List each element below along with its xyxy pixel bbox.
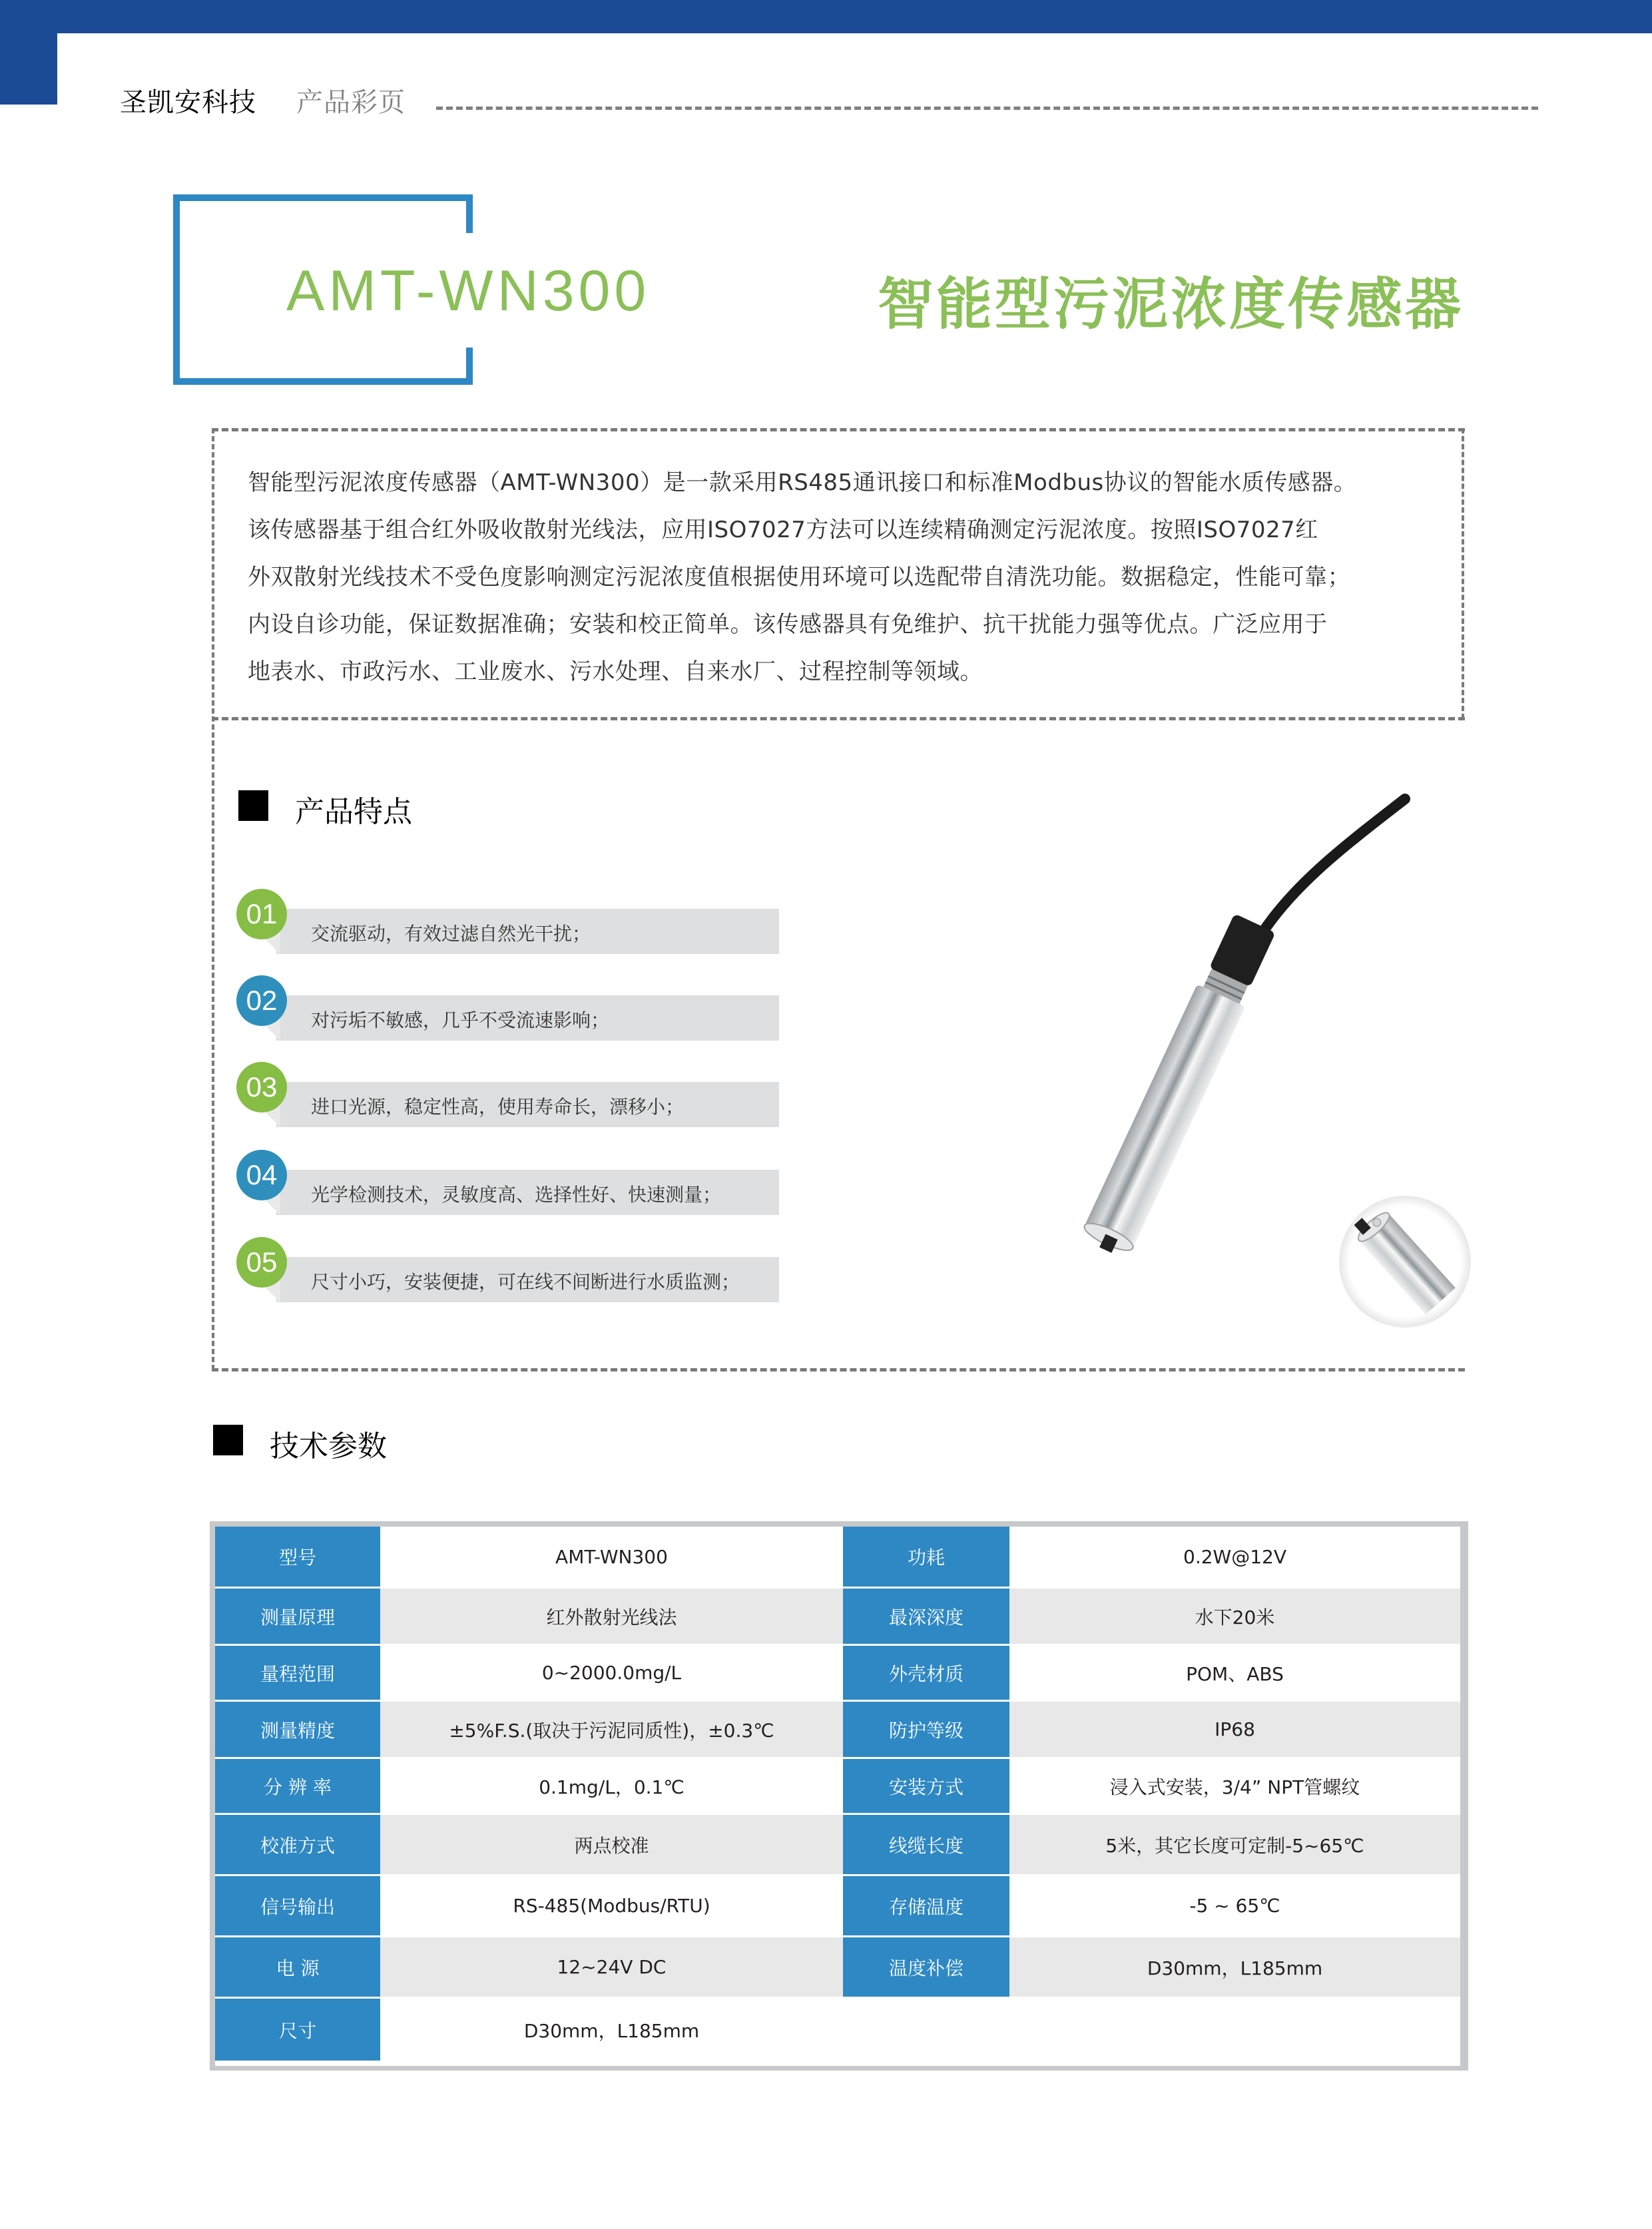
feature-item: [236, 889, 779, 975]
features-bottom-border: [212, 1368, 1465, 1371]
table-row: [215, 1813, 1460, 1874]
specs-heading: 技术参数: [270, 1429, 387, 1463]
feature-text: 对污垢不敏感，几乎不受流速影响；: [311, 1009, 610, 1031]
intro-box-bottom-border: [212, 717, 1465, 720]
table-row: [215, 1757, 1460, 1813]
feature-text: 交流驱动，有效过滤自然光干扰；: [311, 923, 591, 945]
brand-name: 圣凯安科技: [120, 87, 256, 118]
table-row: [215, 1700, 1460, 1757]
table-row: [215, 1587, 1460, 1644]
table-row: [215, 1874, 1460, 1935]
feature-number-badge: 02: [236, 975, 287, 1026]
brochure-label: 产品彩页: [296, 87, 406, 118]
spec-label: 信号输出: [215, 1876, 380, 1935]
spec-value: D30mm，L185mm: [523, 2019, 700, 2042]
section-marker-icon: [213, 1425, 243, 1455]
top-banner-bar: [0, 0, 1652, 33]
product-photo: [946, 786, 1492, 1332]
table-row: [215, 1997, 1460, 2061]
spec-value: -5 ~ 65℃: [1189, 1895, 1280, 1917]
spec-label: 功耗: [843, 1527, 1009, 1587]
spec-label: 校准方式: [215, 1815, 380, 1874]
description-line: 外双散射光线技术不受色度影响测定污泥浓度值根据使用环境可以选配带自清洗功能。数据稳定，性能可靠；: [248, 564, 1350, 591]
specs-table: [210, 1521, 1468, 2071]
spec-label: 温度补偿: [843, 1937, 1009, 1997]
spec-label: 尺寸: [215, 1999, 380, 2061]
feature-item: [236, 975, 779, 1062]
spec-value: ±5%F.S.(取决于污泥同质性)，±0.3℃: [449, 1719, 774, 1742]
feature-number-badge: 01: [236, 889, 287, 939]
feature-text: 尺寸小巧，安装便捷，可在线不间断进行水质监测；: [311, 1271, 740, 1293]
top-left-tab: [0, 0, 57, 105]
spec-value: 0.2W@12V: [1183, 1545, 1286, 1568]
spec-label: 最深深度: [843, 1589, 1009, 1644]
sensor-probe-image: [946, 786, 1492, 1332]
spec-label: 防护等级: [843, 1702, 1009, 1757]
feature-item: [236, 1062, 779, 1148]
description-line: 地表水、市政污水、工业废水、污水处理、自来水厂、过程控制等领域。: [248, 658, 983, 685]
feature-number-badge: 05: [236, 1237, 287, 1288]
spec-value: 5米，其它长度可定制-5~65℃: [1105, 1834, 1364, 1857]
table-row: [215, 1935, 1460, 1997]
product-description: [248, 459, 1440, 696]
feature-number-badge: 04: [236, 1150, 287, 1200]
table-row: [215, 1527, 1460, 1587]
features-heading: 产品特点: [295, 795, 412, 829]
feature-text: 光学检测技术，灵敏度高、选择性好、快速测量；: [311, 1184, 722, 1206]
spec-label: 量程范围: [215, 1646, 380, 1700]
spec-value: 两点校准: [574, 1834, 649, 1857]
description-line: 该传感器基于组合红外吸收散射光线法，应用ISO7027方法可以连续精确测定污泥浓度。按照ISO7027红: [248, 517, 1318, 543]
spec-value: D30mm，L185mm: [1147, 1957, 1323, 1979]
spec-value: 水下20米: [1195, 1606, 1275, 1628]
spec-label: 测量原理: [215, 1589, 380, 1644]
spec-value: AMT-WN300: [555, 1545, 668, 1568]
feature-item: [236, 1150, 779, 1236]
spec-value: 红外散射光线法: [546, 1606, 677, 1628]
spec-value: 浸入式安装，3/4” NPT管螺纹: [1109, 1776, 1360, 1798]
description-line: 内设自诊功能，保证数据准确；安装和校正简单。该传感器具有免维护、抗干扰能力强等优点。广泛应用于: [248, 611, 1328, 638]
product-name-title: 智能型污泥浓度传感器: [878, 272, 1464, 337]
feature-text: 进口光源，稳定性高，使用寿命长，漂移小；: [311, 1096, 685, 1118]
spec-label: 分 辨 率: [215, 1759, 380, 1813]
spec-value: RS-485(Modbus/RTU): [513, 1895, 710, 1917]
spec-label: 安装方式: [843, 1759, 1009, 1813]
content-left-border: [212, 428, 214, 1370]
feature-item: [236, 1237, 779, 1324]
intro-box-top-border: [212, 428, 1465, 431]
spec-label: 外壳材质: [843, 1646, 1009, 1700]
intro-box-right-border: [1462, 428, 1464, 719]
header-divider: [436, 107, 1538, 110]
title-frame-right-bottom: [466, 348, 473, 385]
spec-value: POM、ABS: [1186, 1662, 1284, 1685]
spec-label: 电 源: [215, 1937, 380, 1997]
spec-label: 线缆长度: [843, 1815, 1009, 1874]
section-marker-icon: [238, 790, 268, 821]
spec-value: 0~2000.0mg/L: [541, 1662, 682, 1684]
spec-value: 0.1mg/L，0.1℃: [539, 1776, 685, 1798]
spec-value: 12~24V DC: [557, 1956, 667, 1978]
spec-label: 测量精度: [215, 1702, 380, 1757]
table-row: [215, 1644, 1460, 1700]
feature-number-badge: 03: [236, 1062, 287, 1113]
spec-label: 型号: [215, 1527, 380, 1587]
spec-value: IP68: [1215, 1718, 1255, 1740]
description-line: 智能型污泥浓度传感器（AMT-WN300）是一款采用RS485通讯接口和标准Modbus协议的智能水质传感器。: [248, 469, 1357, 496]
model-number-title: AMT-WN300: [286, 259, 651, 323]
title-frame-right-top: [466, 194, 473, 233]
spec-label: 存储温度: [843, 1876, 1009, 1935]
